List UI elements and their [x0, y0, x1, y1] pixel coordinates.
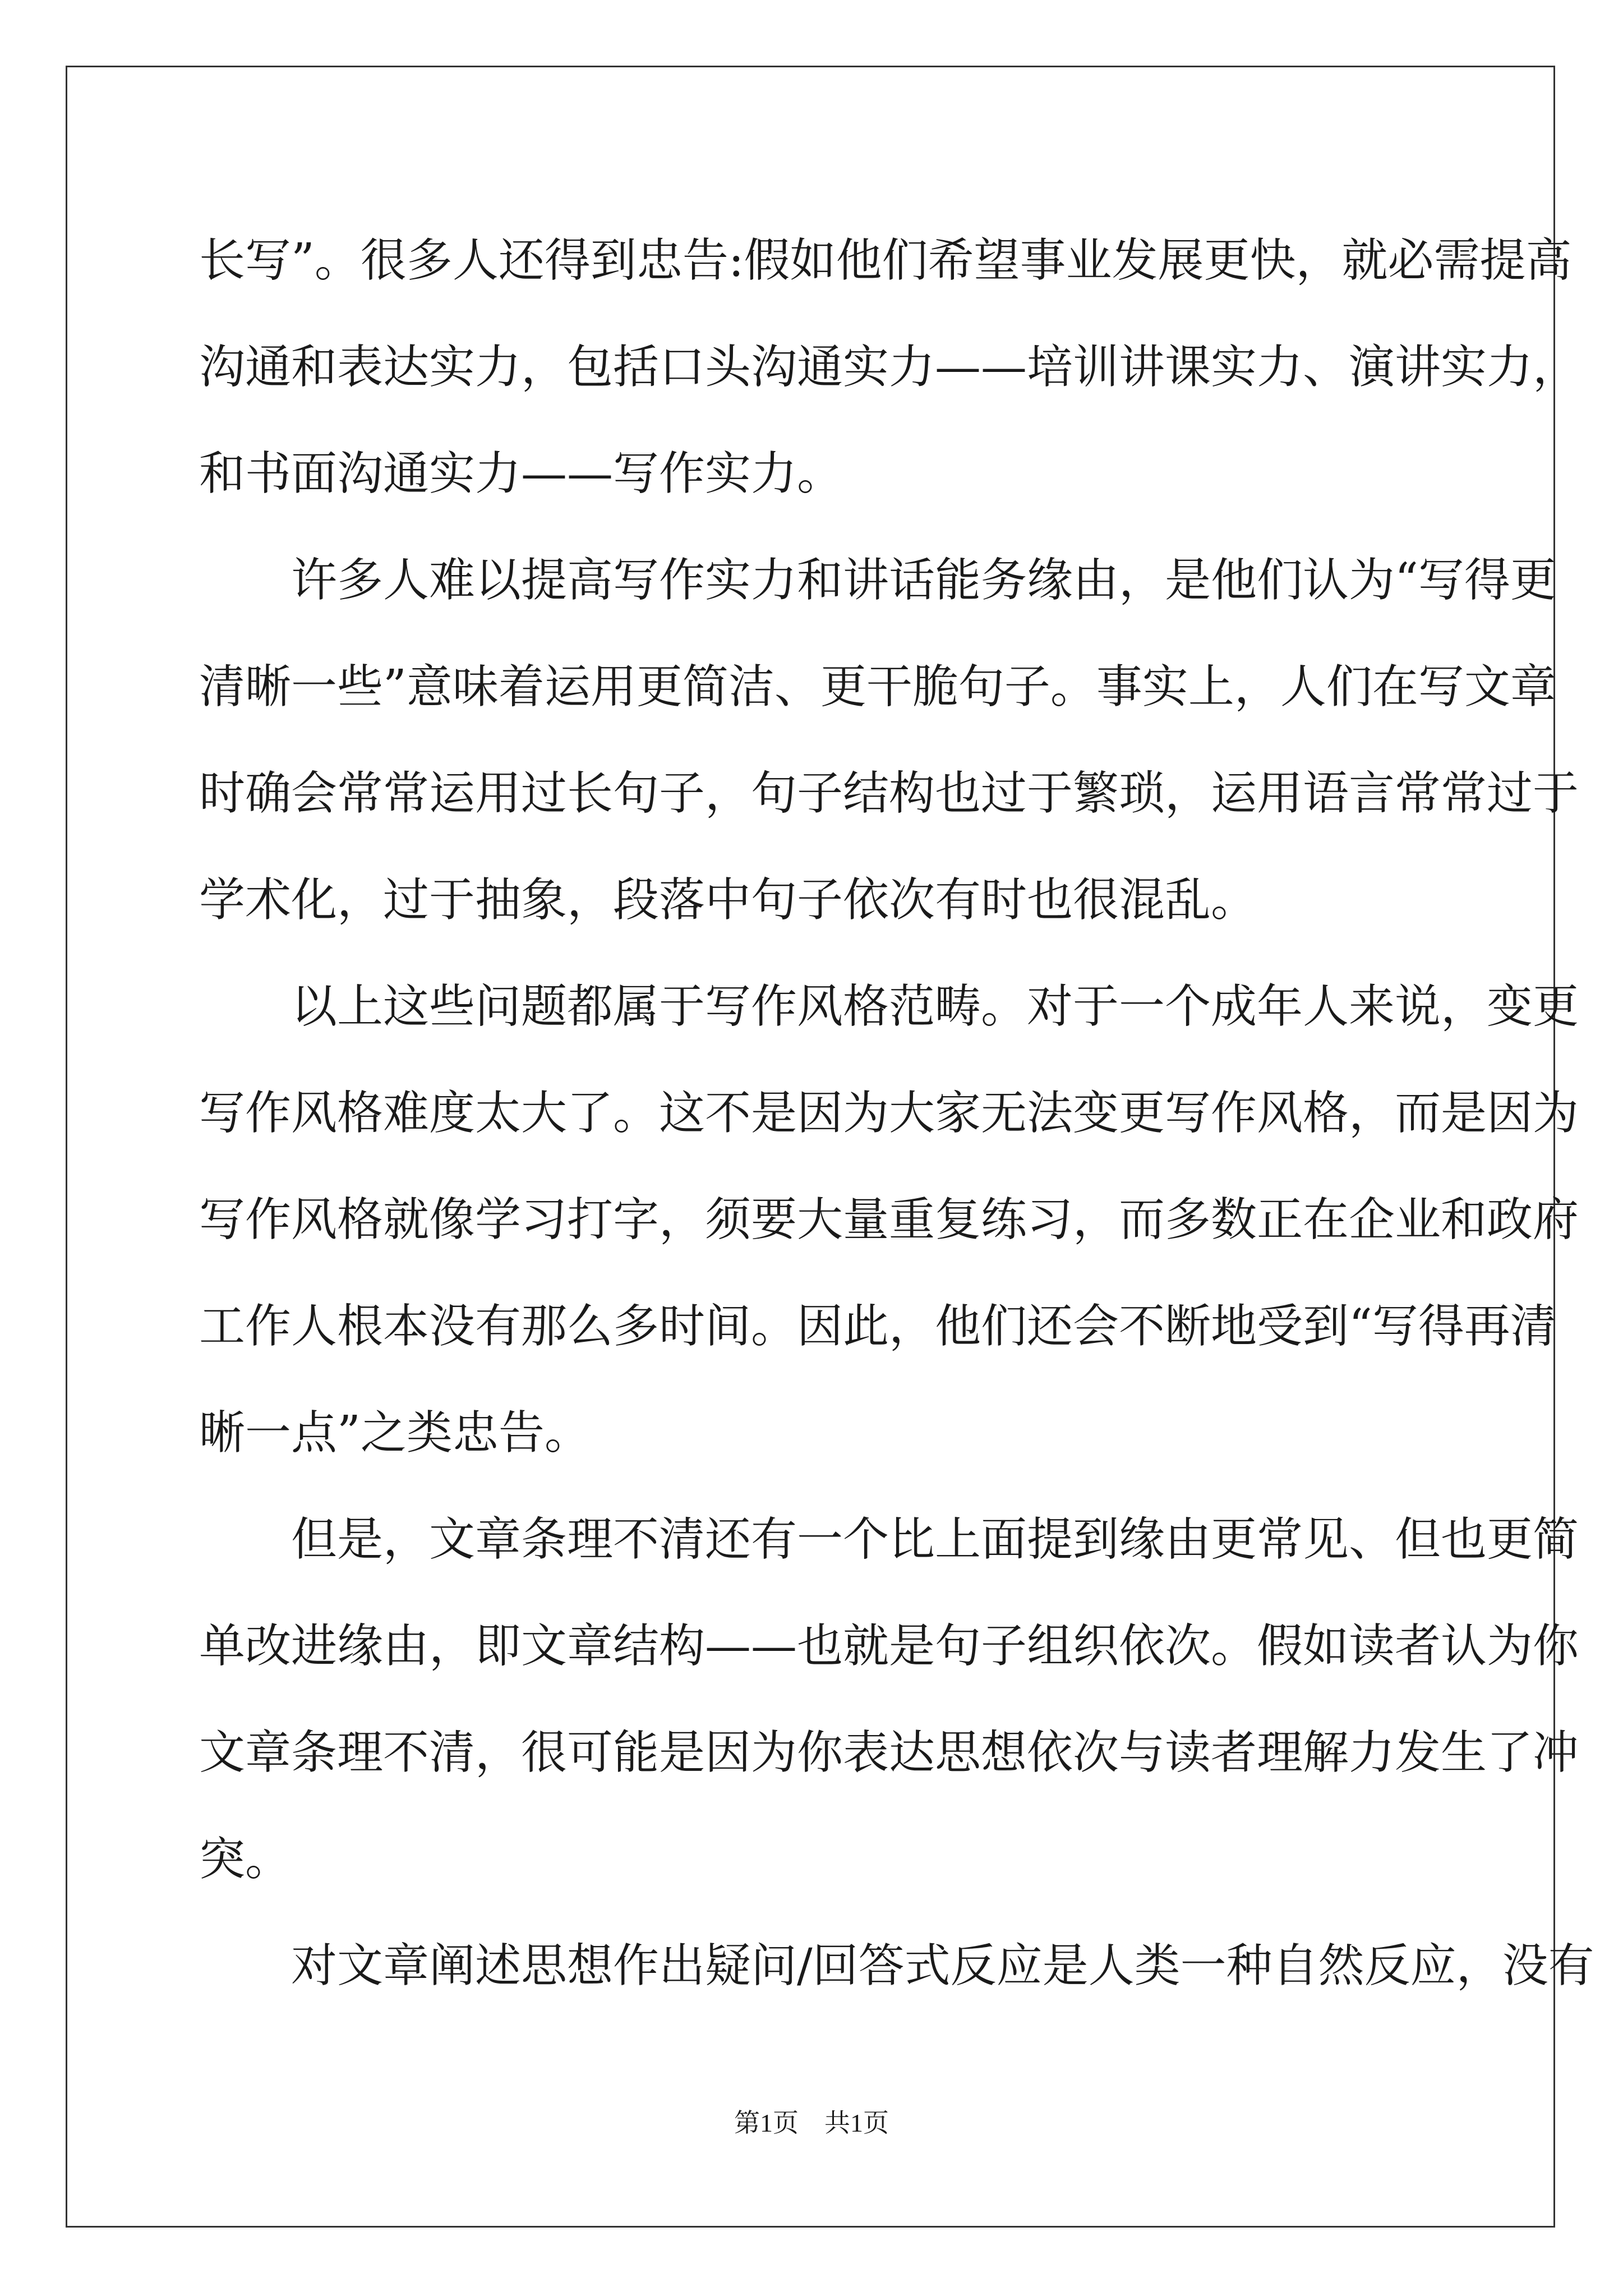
page-number-footer: 第1页 共1页 — [734, 2109, 889, 2137]
text-line: 沟通和表达实力，包括口头沟通实力——培训讲课实力、演讲实力， — [199, 341, 1579, 394]
text-line: 许多人难以提高写作实力和讲话能务缘由，是他们认为“写得更 — [291, 554, 1556, 607]
text-line: 长写”。很多人还得到忠告:假如他们希望事业发展更快，就必需提高 — [199, 234, 1572, 287]
text-line: 突。 — [199, 1833, 292, 1886]
text-line: 单改进缘由，即文章结构——也就是句子组织依次。假如读者认为你 — [199, 1619, 1579, 1673]
text-line: 以上这些问题都属于写作风格范畴。对于一个成年人来说，变更 — [291, 980, 1579, 1033]
text-line: 文章条理不清，很可能是因为你表达思想依次与读者理解力发生了冲 — [199, 1726, 1579, 1779]
text-line: 工作人根本没有那么多时间。因此，他们还会不断地受到“写得再清 — [199, 1300, 1556, 1353]
text-line: 和书面沟通实力——写作实力。 — [199, 447, 843, 500]
text-line: 但是，文章条理不清还有一个比上面提到缘由更常见、但也更简 — [291, 1513, 1579, 1566]
text-line: 对文章阐述思想作出疑问/回答式反应是人类一种自然反应，没有 — [291, 1939, 1594, 1993]
text-line: 清晰一些”意味着运用更简洁、更干脆句子。事实上，人们在写文章 — [199, 660, 1556, 714]
text-line: 写作风格难度太大了。这不是因为大家无法变更写作风格，而是因为 — [199, 1087, 1579, 1140]
text-line: 时确会常常运用过长句子，句子结构也过于繁琐，运用语言常常过于 — [199, 767, 1579, 820]
document-body — [199, 208, 1594, 2019]
text-line: 写作风格就像学习打字，须要大量重复练习，而多数正在企业和政府 — [199, 1193, 1579, 1246]
text-line: 晰一点”之类忠告。 — [199, 1406, 591, 1460]
text-line: 学术化，过于抽象，段落中句子依次有时也很混乱。 — [199, 873, 1257, 927]
